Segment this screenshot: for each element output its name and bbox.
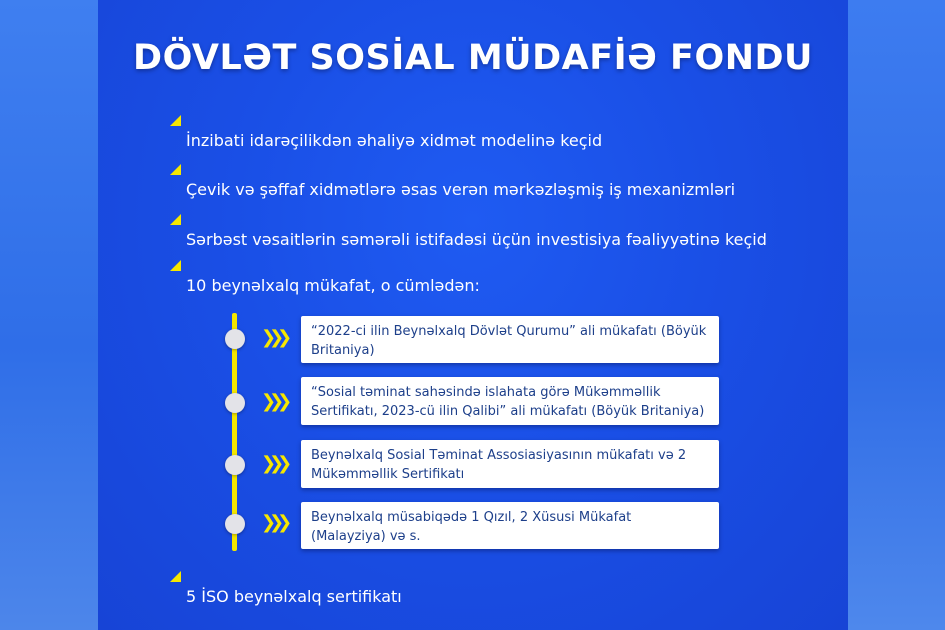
info-panel (98, 0, 848, 630)
page-title: DÖVLƏT SOSİAL MÜDAFİƏ FONDU (133, 38, 813, 78)
bullet-item (186, 276, 480, 295)
bullet-text: 5 İSO beynəlxalq sertifikatı (186, 587, 402, 606)
timeline-dot-icon (225, 393, 245, 413)
award-card (301, 377, 719, 425)
bullet-item (186, 180, 735, 199)
triangle-bullet-icon (170, 260, 181, 271)
triple-chevron-right-icon: ❯❯❯ (261, 512, 286, 533)
bullet-text: 10 beynəlxalq mükafat, o cümlədən: (186, 276, 480, 295)
award-card (301, 440, 719, 488)
right-background (848, 0, 945, 630)
bullet-text: Sərbəst vəsaitlərin səmərəli istifadəsi üçün investisiya fəaliyyətinə keçid (186, 230, 767, 249)
bullet-item (186, 131, 602, 150)
award-card (301, 502, 719, 549)
award-text: Beynəlxalq Sosial Təminat Assosiasiyasının mükafatı və 2 Mükəmməllik Sertifikatı (311, 448, 687, 482)
award-text: “2022-ci ilin Beynəlxalq Dövlət Qurumu” ali mükafatı (Böyük Britaniya) (311, 324, 707, 358)
bullet-text: Çevik və şəffaf xidmətlərə əsas verən mərkəzləşmiş iş mexanizmləri (186, 180, 736, 199)
triangle-bullet-icon (170, 571, 181, 582)
triangle-bullet-icon (170, 164, 181, 175)
triple-chevron-right-icon: ❯❯❯ (261, 391, 286, 412)
timeline-dot-icon (225, 514, 245, 534)
award-text: “Sosial təminat sahəsində islahata görə Mükəmməllik Sertifikatı, 2023-cü ilin Qalibi” ali mükafatı (Böyük Britaniya) (311, 385, 705, 419)
timeline-dot-icon (225, 455, 245, 475)
award-card (301, 316, 719, 363)
bullet-text: İnzibati idarəçilikdən əhaliyə xidmət modelinə keçid (186, 131, 603, 150)
bullet-item (186, 587, 402, 606)
triangle-bullet-icon (170, 115, 181, 126)
bullet-item (186, 230, 767, 249)
triple-chevron-right-icon: ❯❯❯ (261, 327, 286, 348)
timeline-dot-icon (225, 329, 245, 349)
award-text: Beynəlxalq müsabiqədə 1 Qızıl, 2 Xüsusi Mükafat (Malayziya) və s. (311, 510, 632, 544)
left-background (0, 0, 98, 630)
triangle-bullet-icon (170, 214, 181, 225)
triple-chevron-right-icon: ❯❯❯ (261, 453, 286, 474)
